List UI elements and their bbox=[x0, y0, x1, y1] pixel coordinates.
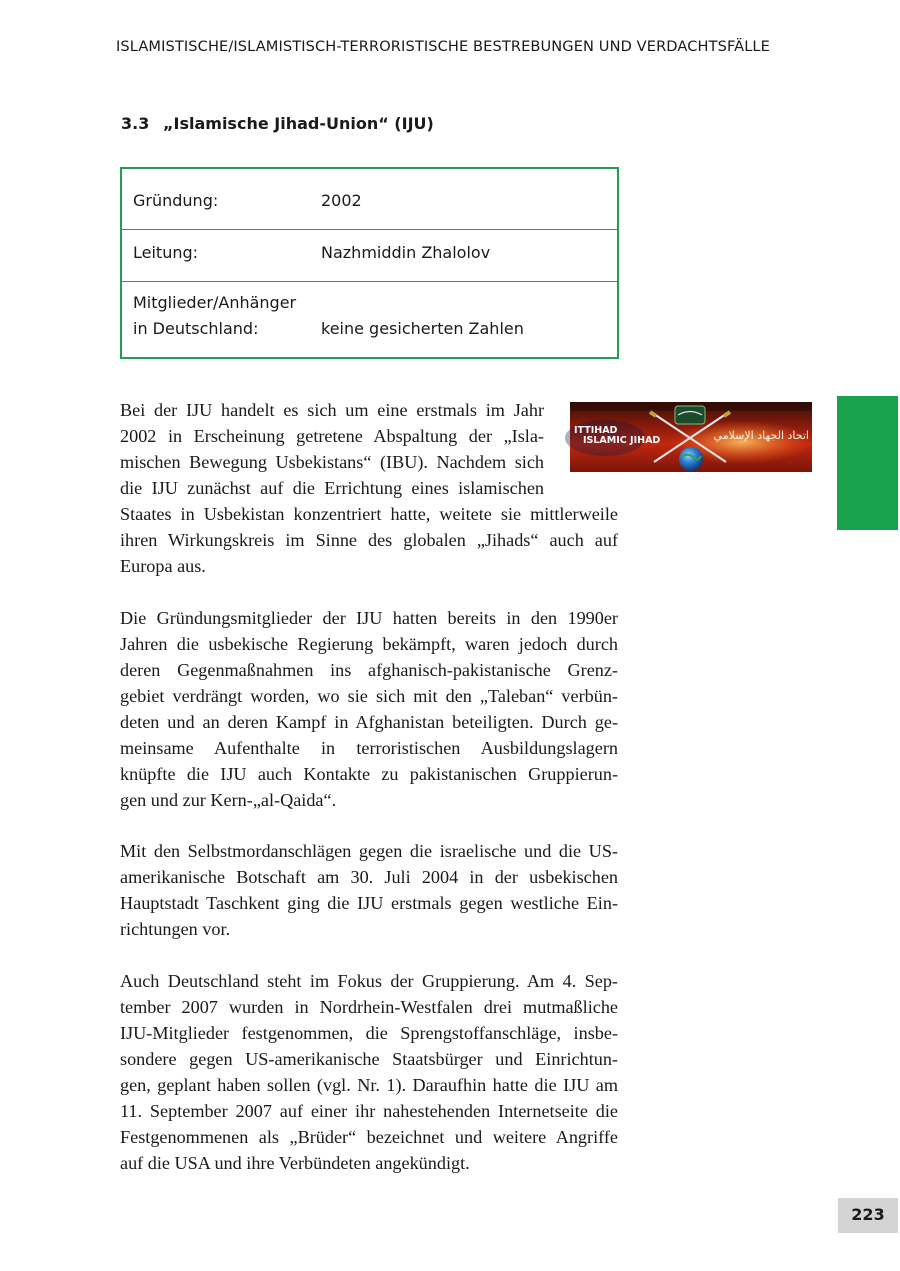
info-box bbox=[120, 167, 619, 359]
text-line: Staates in Usbekistan konzentriert hatte, weitete sie mittlerweile bbox=[120, 504, 618, 524]
text-line: meinsame Aufenthalte in terroristischen Ausbildungslagern bbox=[120, 738, 618, 758]
text-line: ihren Wirkungskreis im Sinne des globalen „Jihads“ auch auf bbox=[120, 530, 618, 550]
page-number: 223 bbox=[838, 1198, 898, 1233]
info-row-leadership bbox=[122, 230, 617, 282]
text-line: auf die USA und ihre Verbündeten angekündigt. bbox=[120, 1153, 470, 1173]
text-line: amerikanische Botschaft am 30. Juli 2004 in der usbekischen bbox=[120, 867, 618, 887]
text-line: 2002 in Erscheinung getretene Abspaltung der „Isla- bbox=[120, 426, 544, 446]
text-line: die IJU zunächst auf die Errichtung eines islamischen bbox=[120, 478, 544, 498]
info-label: Gründung: bbox=[133, 191, 219, 210]
logo-text-line2: ISLAMIC JIHAD bbox=[583, 435, 661, 446]
text-line: Festgenommenen als „Brüder“ bezeichnet und weitere Angriffe bbox=[120, 1127, 618, 1147]
text-line: gen und zur Kern-„al-Qaida“. bbox=[120, 790, 337, 810]
section-title bbox=[121, 114, 434, 133]
info-value: 2002 bbox=[321, 191, 362, 210]
text-line: Jahren die usbekische Regierung bekämpft, waren jedoch durch bbox=[120, 634, 618, 654]
logo-text-line1: ITTIHAD bbox=[574, 425, 618, 436]
info-row-members bbox=[122, 282, 617, 357]
running-header: ISLAMISTISCHE/ISLAMISTISCH-TERRORISTISCHE BESTREBUNGEN UND VERDACHTSFÄLLE bbox=[116, 38, 770, 55]
info-value: keine gesicherten Zahlen bbox=[321, 319, 524, 338]
text-line: Hauptstadt Taschkent ging die IJU erstmals gegen westliche Ein- bbox=[120, 893, 618, 913]
text-line: richtungen vor. bbox=[120, 919, 231, 939]
text-line: knüpfte die IJU auch Kontakte zu pakistanischen Gruppierun- bbox=[120, 764, 618, 784]
text-line: Mit den Selbstmordanschlägen gegen die israelische und die US- bbox=[120, 841, 618, 861]
text-line: 11. September 2007 auf einer ihr nahestehenden Internetseite die bbox=[120, 1101, 618, 1121]
chapter-side-tab bbox=[837, 396, 898, 530]
section-title-text: „Islamische Jihad-Union“ (IJU) bbox=[163, 114, 434, 133]
text-line: Europa aus. bbox=[120, 556, 206, 576]
info-label: Mitglieder/Anhänger in Deutschland: bbox=[133, 293, 297, 338]
text-line: mischen Bewegung Usbekistans“ (IBU). Nachdem sich bbox=[120, 452, 544, 472]
text-line: Bei der IJU handelt es sich um eine erstmals im Jahr bbox=[120, 400, 544, 420]
text-line: Auch Deutschland steht im Fokus der Gruppierung. Am 4. Sep- bbox=[120, 971, 618, 991]
text-line: gebiet verdrängt worden, wo sie sich mit den „Taleban“ verbün- bbox=[120, 686, 618, 706]
text-line: deten und an deren Kampf in Afghanistan beteiligten. Durch ge- bbox=[120, 712, 618, 732]
info-value: Nazhmiddin Zhalolov bbox=[321, 243, 491, 262]
text-line: tember 2007 wurden in Nordrhein-Westfalen drei mutmaßliche bbox=[120, 997, 618, 1017]
text-line: sondere gegen US-amerikanische Staatsbürger und Einrichtun- bbox=[120, 1049, 618, 1069]
info-label: Leitung: bbox=[133, 243, 199, 262]
section-number: 3.3 bbox=[121, 114, 150, 133]
text-line: gen, geplant haben sollen (vgl. Nr. 1). Daraufhin hatte die IJU am bbox=[120, 1075, 618, 1095]
text-line: deren Gegenmaßnahmen ins afghanisch-pakistanische Grenz- bbox=[120, 660, 618, 680]
text-line: IJU-Mitglieder festgenommen, die Sprengstoffanschläge, insbe- bbox=[120, 1023, 618, 1043]
text-line: Die Gründungsmitglieder der IJU hatten bereits in den 1990er bbox=[120, 608, 618, 628]
info-row-founding bbox=[122, 169, 617, 230]
iju-logo-image bbox=[570, 402, 812, 472]
logo-arabic-text: اتحاد الجهاد الإسلامي bbox=[713, 429, 809, 442]
